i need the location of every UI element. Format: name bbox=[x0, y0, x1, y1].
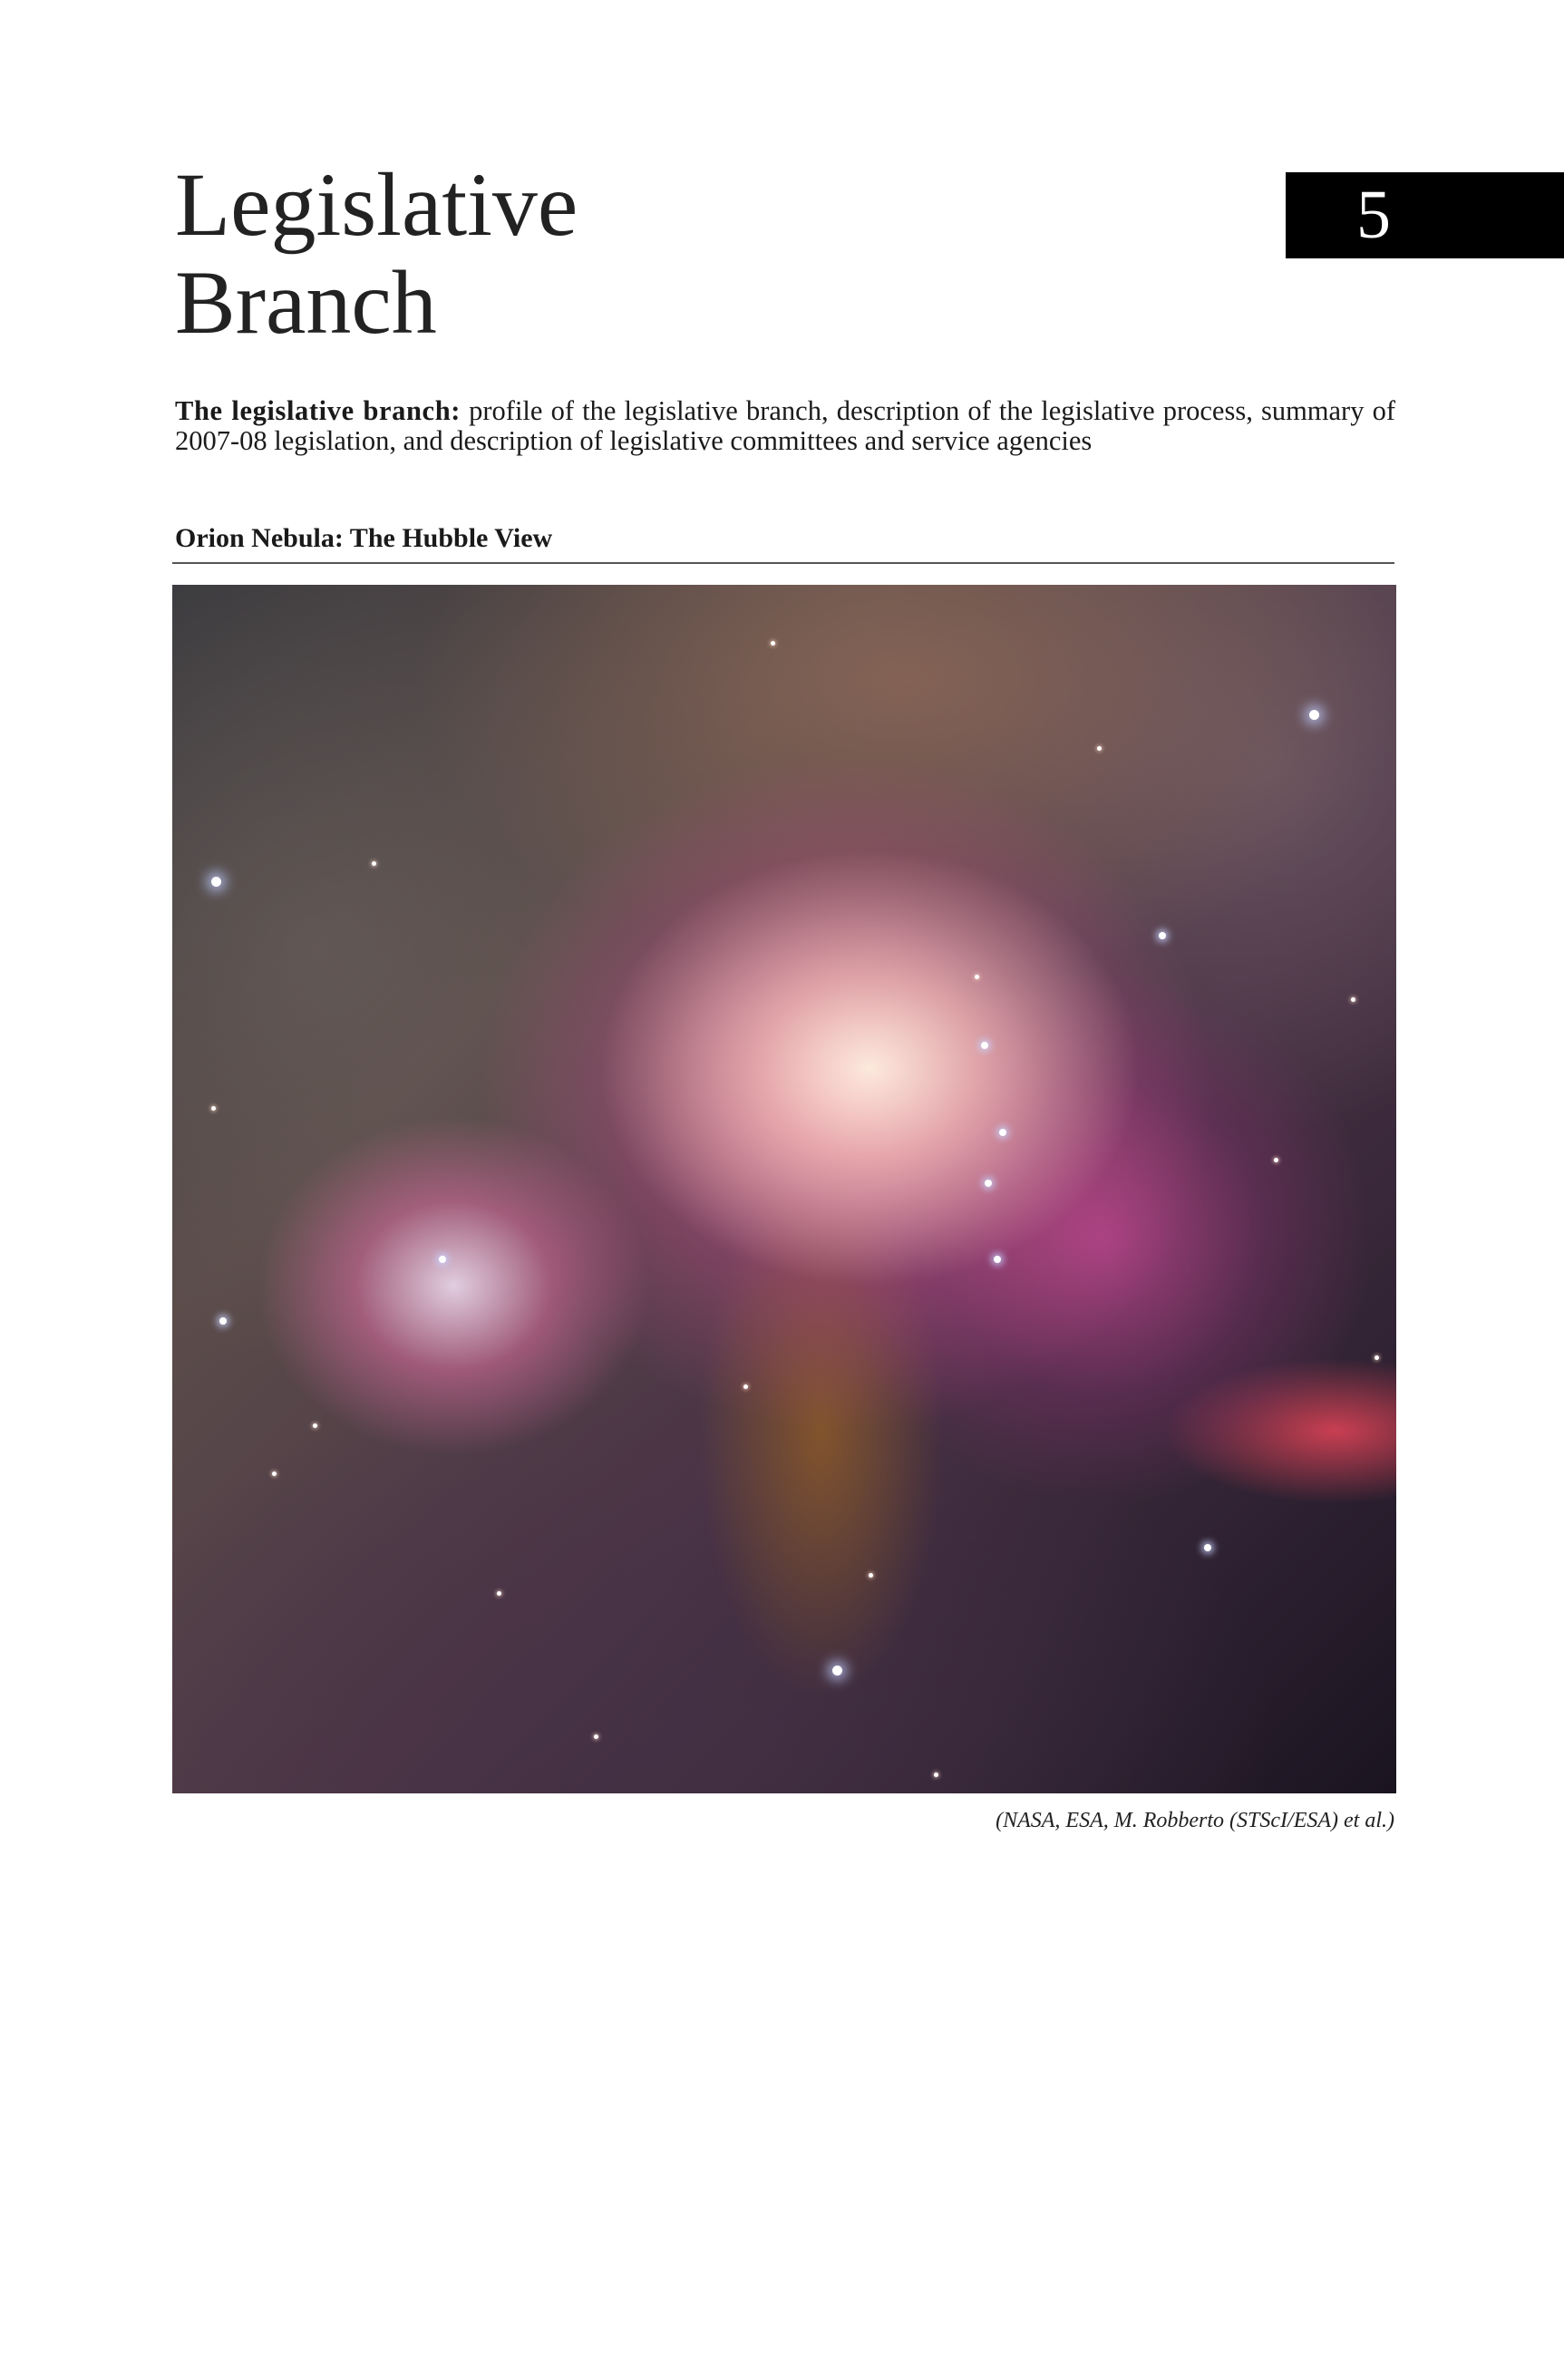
star bbox=[1204, 1544, 1211, 1551]
star bbox=[594, 1734, 598, 1739]
star bbox=[211, 877, 221, 887]
star bbox=[439, 1256, 446, 1263]
star bbox=[372, 861, 376, 866]
chapter-title-line2: Branch bbox=[175, 252, 437, 353]
image-credit: (NASA, ESA, M. Robberto (STScI/ESA) et al.) bbox=[996, 1809, 1394, 1832]
figure-heading: Orion Nebula: The Hubble View bbox=[175, 523, 553, 553]
chapter-title bbox=[175, 156, 578, 352]
chapter-intro bbox=[175, 396, 1395, 456]
star bbox=[219, 1317, 227, 1325]
star bbox=[1159, 932, 1166, 939]
star bbox=[975, 975, 979, 979]
star bbox=[1097, 746, 1102, 751]
star bbox=[272, 1472, 277, 1476]
star bbox=[981, 1042, 988, 1049]
star bbox=[211, 1106, 216, 1111]
star bbox=[497, 1591, 501, 1596]
chapter-number-tab: 5 bbox=[1286, 172, 1564, 258]
star bbox=[1309, 710, 1319, 720]
star bbox=[771, 641, 775, 646]
star bbox=[985, 1180, 992, 1187]
star bbox=[313, 1423, 317, 1428]
star bbox=[1351, 997, 1355, 1002]
star bbox=[934, 1773, 938, 1777]
orion-nebula-image bbox=[172, 585, 1396, 1793]
star bbox=[1375, 1355, 1379, 1360]
intro-lead: The legislative branch: bbox=[175, 395, 461, 426]
intro-text: profile of the legislative branch, description of the legislative process, summary of 2007-08 legislation, and description of legislative committees and service agencies bbox=[175, 395, 1395, 456]
star bbox=[869, 1573, 873, 1578]
chapter-title-line1: Legislative bbox=[175, 154, 578, 255]
star bbox=[994, 1256, 1001, 1263]
star bbox=[1274, 1158, 1278, 1162]
star bbox=[743, 1384, 748, 1389]
star bbox=[832, 1666, 842, 1676]
star bbox=[999, 1129, 1006, 1136]
heading-rule bbox=[172, 562, 1394, 564]
